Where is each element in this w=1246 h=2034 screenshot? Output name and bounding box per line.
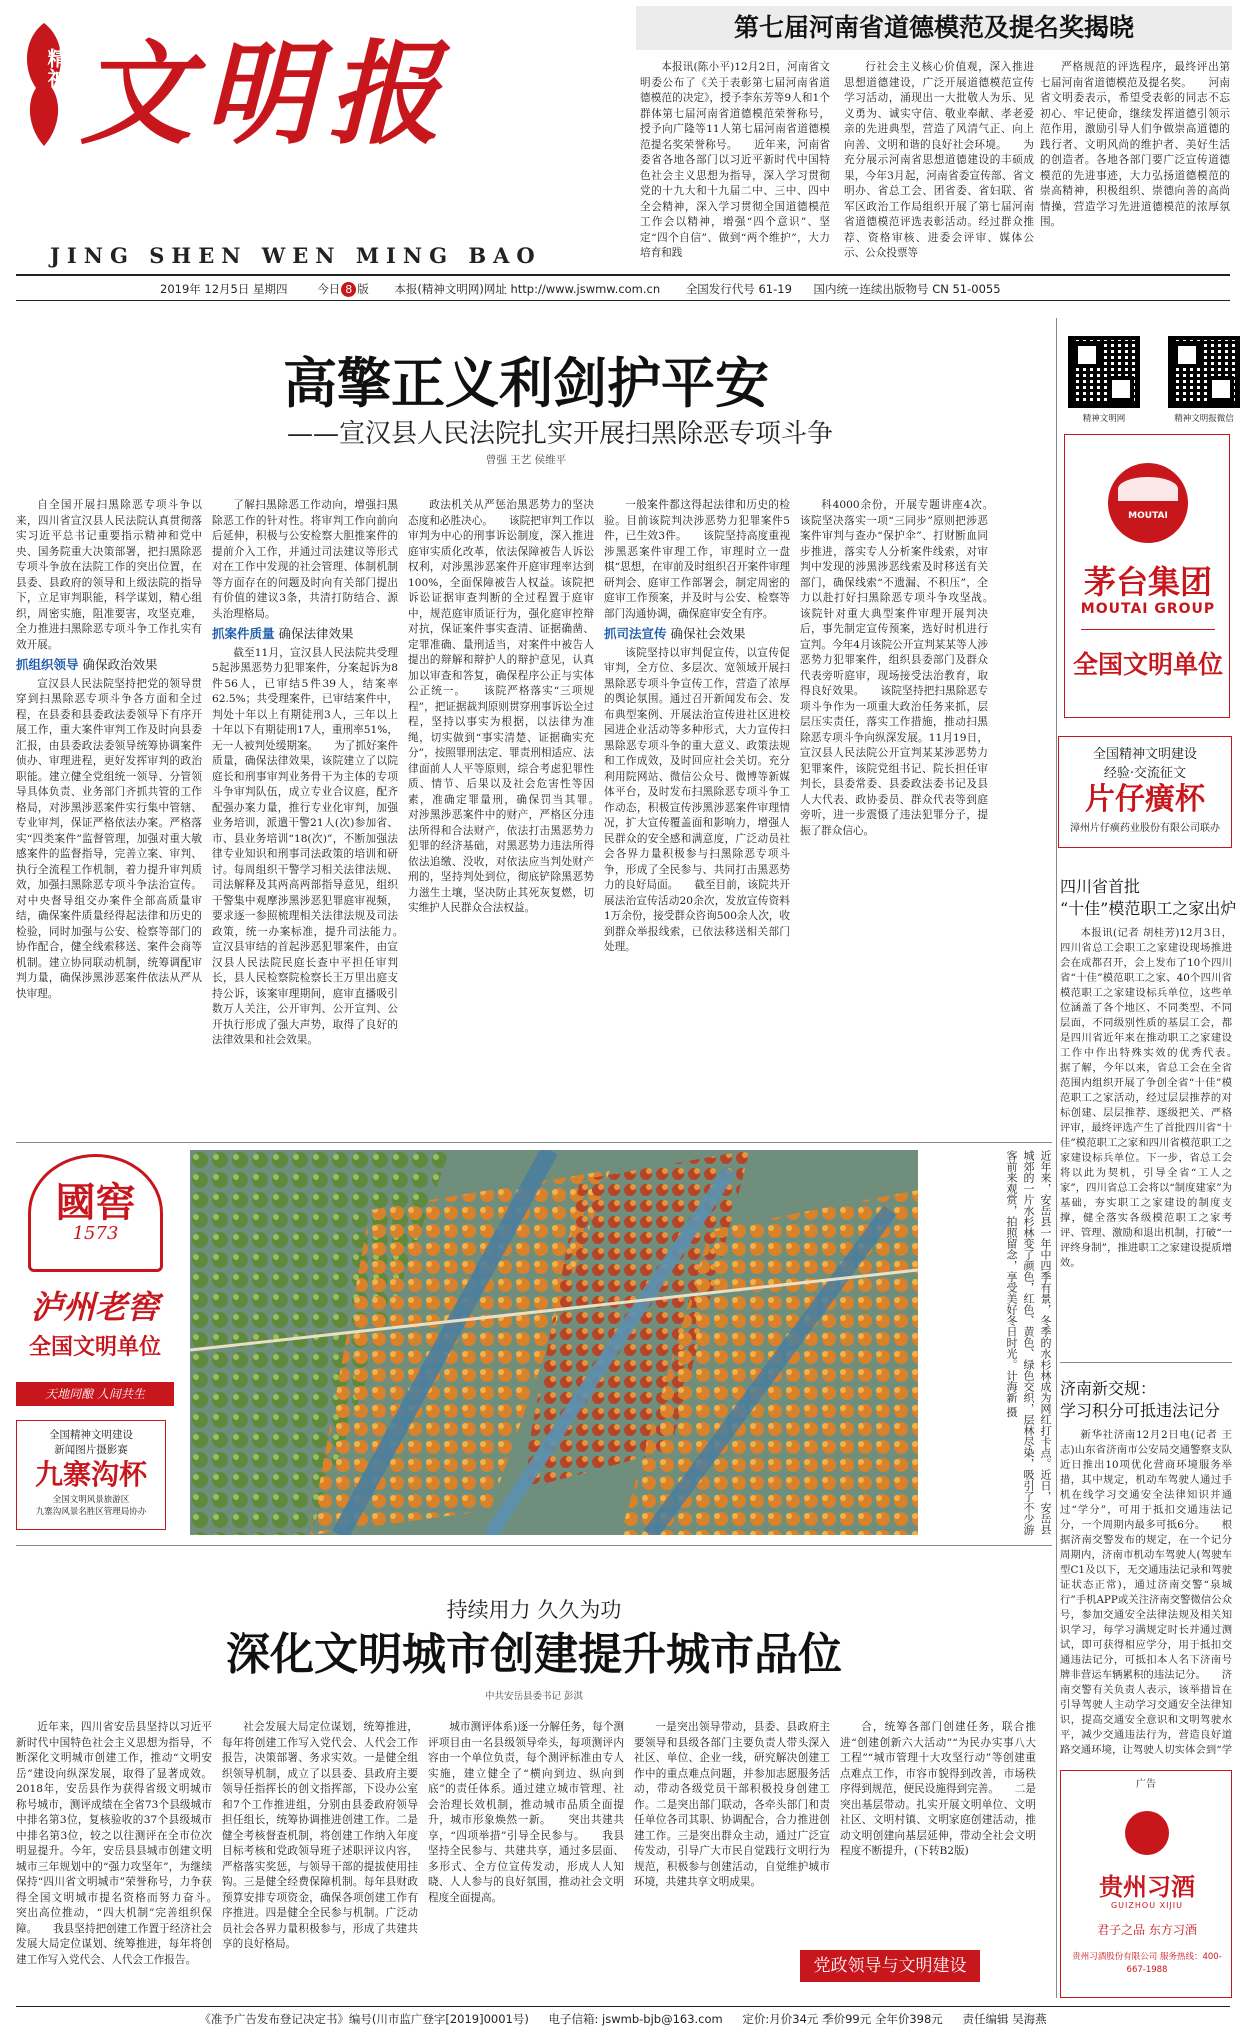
lead-sec1-title: 抓组织领导 确保政治效果	[16, 657, 158, 672]
lead-headline: 高擎正义利剑护平安	[283, 351, 769, 415]
guizhou-slogan: 君子之品 东方习酒	[1097, 1923, 1197, 1937]
footer-editor: 责任编辑 吴海燕	[962, 2012, 1047, 2026]
feature-headline: 深化文明城市创建提升城市品位	[226, 1629, 842, 1680]
xijiu-logo-icon	[1125, 1811, 1169, 1855]
moutai-slogan: 全国文明单位	[1072, 650, 1223, 679]
feature-kicker: 持续用力 久久为功	[446, 1598, 622, 1622]
lead-col5: 科4000余份，开展专题讲座4次。 该院坚决落实一项“三同步”原则把涉恶案件审判与查办“保护伞”、打财断血同步推进，落实专人分析案件线索，对审判中发现的涉黑涉恶线索及时移送有关部门，确保线索“不遗漏、不积压”，全力以赴打好扫黑除恶专项斗争攻坚战。 该院针对重大典型案件审理开展判决后，事先制定宣传预案，选好时机进行宣判。今年4月该院公开宣判某某等人涉恶势力犯罪案件，组织县委部门及群众代表旁听庭审，现场接受法治教育，取得良好效果。 该院坚持把扫黑除恶专项斗争作为一项重大政治任务来抓，层层压实责任，落实工作措施，推动扫黑除恶专项斗争向纵深发展。11月19日，宣汉县人民法院公开宣判某某涉恶势力犯罪案件，该院党组书记、院长担任审判长，县委常委、县委政法委书记及县人大代表、政协委员、群众代表等到庭旁听，进一步震慑了违法犯罪分子，提振了群众信心。	[800, 499, 988, 837]
lead-col4: 一般案件都这得起法律和历史的检验。目前该院判决涉恶势力犯罪案件5件，已生效3件。 该院坚持高度重视涉黑恶案件审理工作，审理时立一盘棋“思想，在审前及时组织召开案件审理研判会、庭审工作部署会，制定周密的庭审工作预案，并及时与公安、检察等部门沟通协调，确保庭审安全有序。 抓司法宣传 确保社会效果 该院坚持以审判促宣传，以宣传促审判，全方位、多层次、宽领域开展扫黑除恶专项斗争宣传工作，营造了浓厚的舆论氛围。通过召开新闻发布会、发布典型案例、开展法治宣传进社区进校园进企业活动等多种形式，大力宣传扫黑除恶专项斗争的重大意义、政策法规和工作成效，及时回应社会关切。充分利用院网站、微信公众号、微博等新媒体平台，及时发布扫黑除恶专项斗争工作动态，积极宣传涉黑涉恶案件审理情况，扩大宣传覆盖面和影响力，增强人民群众的安全感和满意度，广泛动员社会各界力量积极参与扫黑除恶专项斗争，形成了全民参与、共同打击黑恶势力的良好局面。 截至目前，该院共开展法治宣传活动20余次，发放宣传资料1万余份，接受群众咨询500余人次，收到群众举报线索，已依法移送相关部门处理。	[604, 499, 790, 953]
photo-caption: 近年来，安岳县一年中四季有景，冬季的水杉林成为网红打卡点。近日，安岳县城郊的一片水杉林变了颜色，红色、黄色、绿色交织，层林尽染，吸引了不少游客前来观赏，拍照留念，享受美好冬日时光。计海新 摄	[1005, 1150, 1052, 1535]
jzg-brand: 九寨沟杯	[34, 1458, 147, 1491]
pzh-top2: 经验·交流征文	[1103, 766, 1187, 781]
jzg-sub1: 全国文明风景旅游区	[52, 1495, 130, 1505]
guizhou-sub: GUIZHOU XIJIU	[1110, 1901, 1184, 1910]
luzhou-brand: 泸州老窖	[30, 1288, 159, 1326]
pages-suffix: 版	[357, 282, 369, 296]
feature-col3: 城市测评体系)逐一分解任务，每个测评项目由一名县级领导牵头，每项测评内容由一个单位负责，每个测评标准由专人实施，建立健全了“横向到边、纵向到底”的责任体系。通过建立城市管理、社会治理长效机制，推动城市品质全面提升，城市形象焕然一新。 突出共建共享，“四项举措”引导全民参与。 我县坚持全民参与、共建共享，通过多层面、多形式、全方位宣传发动，形成人人知晓、人人参与的良好氛围，推动社会文明程度全面提高。	[428, 1721, 624, 1904]
luzhou-slogan: 全国文明单位	[28, 1334, 161, 1360]
moutai-badge: MOUTAI	[1128, 511, 1168, 521]
pianzaihuang-ad	[1058, 736, 1232, 848]
qr2-label: 精神文明报微信	[1174, 414, 1234, 424]
news2-title2: 学习积分可抵违法记分	[1060, 1401, 1221, 1420]
moutai-cn: 茅台集团	[1083, 563, 1212, 601]
top-story-col2: 行社会主义核心价值观，深入推进思想道德建设，广泛开展道德模范宣传学习活动，涌现出一大批敬人为乐、见义勇为、诚实守信、敬业奉献、孝老爱亲的先进典型，营造了风清气正、向上向善、文明和谐的良好社会环境。 为充分展示河南省思想道德建设的丰硕成果，今年3月起，河南省委宣传部、省文明办、省总工会、团省委、省妇联、省军区政治工作局组织开展了第七届河南省道德模范评选表彰活动。经过群众推荐、资格审核、进委会评审、媒体公示、公众投票等	[844, 61, 1034, 259]
issue-code: 全国发行代号 61-19	[685, 282, 792, 296]
lead-subhead: ——宣汉县人民法院扎实开展扫黑除恶专项斗争	[286, 419, 833, 449]
guizhou-xijiu-ad	[1060, 1770, 1232, 1998]
pzh-top1: 全国精神文明建设	[1092, 747, 1197, 762]
jzg-top2: 新闻图片摄影赛	[54, 1444, 128, 1456]
lead-col3: 政法机关从严惩治黑恶势力的坚决态度和必胜决心。 该院把审判工作以审判为中心的刑事诉讼制度，深入推进庭审实质化改革，依法保障被告人诉讼权利，对涉黑涉恶案件开庭审理率达到100%，全面保障被告人权益。该院把诉讼证据审查判断的全过程置于庭审中，规范庭审质证行为，强化庭审控辩对抗，保证案件事实查清、证据确凿、定罪准确、量刑适当，对案件中被告人提出的辩解和辩护人的辩护意见，认真加以审查和答复，确保程序公正与实体公正统一。 该院严格落实“三项规程”，把证据裁判原则贯穿刑事诉讼全过程，坚持以事实为根据，以法律为准绳，切实做到“事实清楚、证据确实充分”，按照罪刑法定、罪责刑相适应、法律面前人人平等原则，综合考虑犯罪性质、情节、后果以及社会危害性等因素，准确定罪量刑，确保罚当其罪。 对涉黑涉恶案件中的财产，严格区分违法所得和合法财产，依法打击黑恶势力犯罪的经济基础，对黑恶势力违法所得依法追缴、没收，对依法应当判处财产刑的，坚持判处到位，彻底铲除黑恶势力滋生土壤，坚决防止其死灰复燃，切实维护人民群众合法权益。	[408, 499, 594, 914]
moutai-en: MOUTAI GROUP	[1080, 601, 1216, 617]
pzh-brand: 片仔癀杯	[1085, 782, 1205, 817]
guojiao-seal	[28, 1154, 163, 1272]
lead-byline: 曾强 王艺 侯维平	[485, 454, 567, 466]
top-story-headline: 第七届河南省道德模范及提名奖揭晓	[733, 13, 1134, 42]
jiuzhaigou-ad	[16, 1420, 166, 1530]
guizhou-company: 贵州习酒股份有限公司 服务热线：400-667-1988	[1072, 1952, 1222, 1975]
qr1-label: 精神文明网	[1082, 414, 1126, 424]
logo-pinyin: JING SHEN WEN MING BAO	[50, 243, 542, 268]
forest-illustration-icon	[190, 1150, 918, 1535]
news1-title1: 四川省首批	[1060, 877, 1141, 896]
guojiao-year: 1573	[72, 1223, 119, 1244]
guizhou-name: 贵州习酒	[1099, 1872, 1195, 1901]
pages-num: 8	[341, 282, 356, 297]
footer	[16, 2011, 1230, 2027]
jzg-sub2: 九寨沟风景名胜区管理局协办	[35, 1507, 147, 1517]
qr-code-icon	[1168, 336, 1240, 408]
footer-email: 电子信箱: jswmb-bjb@163.com	[548, 2012, 723, 2026]
feature-col2: 社会发展大局定位谋划，统筹推进，每年将创建工作写入党代会、人代会工作报告，决策部署、务求实效。一是健全组织领导机制，成立了以县委、县政府主要领导任指挥长的创文指挥部，下设办公室和7个工作推进组，分别由县委政府领导担任组长，统筹协调推进创建工作。二是健全考核督查机制，将创建工作纳入年度目标考核和党政领导班子述职评议内容，严格落实奖惩，与领导干部的提拔使用挂钩。三是健全经费保障机制。每年县财政预算安排专项资金，确保各项创建工作有序推进。四是健全全民参与机制。广泛动员社会各界力量积极参与，形成了共建共享的良好格局。	[222, 1721, 418, 1950]
top-story-col1: 本报讯(陈小平)12月2日，河南省文明委公布了《关于表彰第七届河南省道德模范的决定》，授予李东芳等9人和1个群体第七届河南省道德模范荣誉称号，授予向广隆等11人第七届河南省道德模范提名奖荣誉称号。 近年来，河南省委省各地各部门以习近平新时代中国特色社会主义思想为指导，深入学习贯彻党的十九大和十九届二中、三中、四中全会精神，深入学习贯彻全国道德模范工作会以精神，增强“四个意识”、坚定“四个自信”、做到“两个维护”，大力培育和践	[640, 61, 830, 259]
news2-title1: 济南新交规：	[1060, 1379, 1157, 1398]
luzhou-tag: 天地同酿 人间共生	[16, 1382, 174, 1406]
luzhou-laojiao-ad	[16, 1150, 174, 1412]
news1-body: 本报讯(记者 胡桂芳)12月3日，四川省总工会职工之家建设现场推进会在成都召开，会上发布了10个四川省“十佳”模范职工之家、40个四川省模范职工之家建设标兵单位，这些单位涵盖了各个地区、不同类型、不同层面，不同级别性质的基层工会，都是四川省近年来在推动职工之家建设工作中作出特殊实效的优秀代表。 据了解，今年以来，省总工会在全省范围内组织开展了争创全省“十佳”模范职工之家活动，经过层层推荐的对标创建、层层推荐、逐级把关、严格评审，最终评选产生了首批四川省“十佳”模范职工之家和四川省模范职工之家建设标兵单位。下一步，省总工会将以此为契机，引导全省“工人之家”，四川省总工会将以“制度建家”为基础，夯实职工之家建设的制度支撑，健全落实各级模范职工之家考评、管理、激励和退出机制，打破“一评终身制”，推进职工之家建设提质增效。	[1060, 927, 1232, 1269]
date-line	[160, 281, 1001, 297]
lead-sec2-title: 抓案件质量 确保法律效果	[212, 626, 354, 641]
feature-col1: 近年来，四川省安岳县坚持以习近平新时代中国特色社会主义思想为指导，不断深化文明城市创建工作，推动“文明安岳”建设向纵深发展，取得了显著成效。2018年，安岳县作为获得省级文明城市称号城市，测评成绩在全省73个县级城市中排名第3位，复核验收的37个县级城市中排名第3位，较之以往测评在全市位次明显提升。今年，安岳县县城市创建文明城市三年规划中的“强力攻坚年”，为继续保持“四川省文明城市”荣誉称号，力争获得全国文明城市提名资格而努力奋斗。 突出高位推动，“四大机制”完善组织保障。 我县坚持把创建工作置于经济社会发展大局定位谋划、统筹推进，每年将创建工作写入党代会、人代会工作报告。	[16, 1721, 212, 1966]
pzh-company: 漳州片仔癀药业股份有限公司联办	[1070, 823, 1220, 834]
aerial-forest-photo	[190, 1150, 918, 1535]
lead-col2: 了解扫黑除恶工作动向，增强扫黑除恶工作的针对性。将审判工作向前向后延伸，积极与公安检察大胆推案件的提前介入工作，并通过司法建议等形式对在工作中发现的社会管理、体制机制等方面存在的问题及时向有关部门提出有价值的建议3条，共清打防结合、源头治理格局。 抓案件质量 确保法律效果 截至11月，宣汉县人民法院共受理5起涉黑恶势力犯罪案件，分案起诉为8件56人，已审结5件39人，结案率62.5%；共受理案件，已审结案件中，判处十年以上有期徒刑3人，三年以上十年以下有期徒刑17人，重刑率51%，无一人被判处缓期案。 为了抓好案件质量，确保法律效果，该院建立了以院庭长和刑事审判业务骨干为主体的专项斗争审判队伍，成立专业合议庭，配齐配强办案力量，推行专业化审判，加强业务培训，派遣干警21人(次)参加省、市、县业务培训“18(次)”，不断加强法律专业知识和刑事司法政策的培训和研讨。每周组织干警学习相关法律法规、司法解释及其两高两部指导意见，组织干警集中观摩涉黑涉恶犯罪庭审视频，要求逐一参照梳理相关法律法规及司法政策，统一办案标准，提升司法能力。 宣汉县审结的首起涉恶犯罪案件，由宣汉县人民法院民庭长查中平担任审判长，县人民检察院检察长王万里出庭支持公诉，该案审理期间，庭审直播吸引数万人关注，公开审判、公开宣判、公开执行形成了强大声势，取得了良好的法律效果和社会效果。	[212, 499, 398, 1046]
website: 本报(精神文明网)网址 http://www.jswmw.com.cn	[394, 282, 661, 296]
pages-prefix: 今日	[317, 282, 341, 296]
guojiao-title: 國窖	[55, 1179, 136, 1226]
footer-price: 定价:月价34元 季价99元 全年价398元	[742, 2012, 943, 2026]
jzg-top1: 全国精神文明建设	[49, 1429, 133, 1441]
feature-col5: 合，统筹各部门创建任务，联合推进“创建创新六大活动”“为民办实事八大工程”“城市管理十大攻坚行动”等创建重点难点工作，市容市貌得到改善，市场秩序得到规范，便民设施得到完善。 二是突出基层带动。扎实开展文明单位、文明社区、文明村镇、文明家庭创建活动，推动文明创建向基层延伸，带动全社会文明程度不断提升，(下转B2版)	[840, 1721, 1036, 1857]
qr-code-icon	[1068, 336, 1140, 408]
date: 2019年 12月5日 星期四	[160, 282, 288, 296]
news1-title2: “十佳”模范职工之家出炉	[1060, 899, 1237, 918]
logo-seal	[14, 18, 74, 153]
footer-ad-license: 《准予广告发布登记决定书》编号(川市监广登字[2019]0001号)	[199, 2012, 529, 2026]
news2-body: 新华社济南12月2日电(记者 王志)山东省济南市公安局交通警察支队近日推出10项优化营商环境服务举措，其中规定，机动车驾驶人通过手机在线学习交通安全法律知识并通过“学分”，可用于抵扣交通违法记分，一个周期内最多可抵6分。 根据济南交警发布的规定，在一个记分周期内，济南市机动车驾驶人(驾驶车型C1及以下，无交通违法记录和驾驶证状态正常)，通过济南交警“泉城行”手机APP或关注济南交警微信公众号，参加交通安全法律法规及相关知识学习，每学习满规定时长并通过测试，即可获得相应学分，用于抵扣交通违法记分，可抵扣本人名下济南号牌非营运车辆累积的违法记分。 济南交警有关负责人表示，该举措旨在引导驾驶人主动学习交通安全法律知识，提高交通安全意识和文明驾驶水平，减少交通违法行为，营造良好道路交通环境，让驾驶人切实体会到“学	[1060, 1429, 1232, 1756]
cn-code: 国内统一连续出版物号 CN 51-0055	[813, 282, 1001, 296]
moutai-ad	[1064, 434, 1230, 718]
feature-col4: 一是突出领导带动，县委、县政府主要领导和县级各部门主要负责人带头深入社区、单位、企业一线，研究解决创建工作中的重点难点问题，并参加志愿服务活动，带动各级党员干部积极投身创建工作。二是突出部门联动，各牵头部门和责任单位各司其职、协调配合，合力推进创建工作。三是突出群众主动，通过广泛宣传发动，引导广大市民自觉践行文明行为规范，积极参与创建活动，自觉维护城市环境，共建共享文明成果。	[634, 1721, 830, 1888]
moutai-logo-icon	[1108, 463, 1188, 543]
lead-col1: 自全国开展扫黑除恶专项斗争以来，四川省宣汉县人民法院认真贯彻落实习近平总书记重要指示精神和党中央、国务院重大决策部署，把扫黑除恶专项斗争放在法院工作的突出位置，在县委、县政府的领导和上级法院的指导下，立足审判职能，科学谋划，精心组织，周密实施，阻准要害，攻坚克难，全力推进扫黑除恶专项斗争工作扎实有效开展。 抓组织领导 确保政治效果 宣汉县人民法院坚持把党的领导贯穿到扫黑除恶专项斗争各方面和全过程，在县委和县委政法委领导下有序开展工作，重大案件审判工作及时向县委汇报，由县委政法委领导统筹协调案件侦办、审理进程，更好发挥审判的政治职能。建立健全党组统一领导、分管领导具体负责、业务部门齐抓共管的工作格局，对涉黑涉恶案件实行集中管辖、专业审判，保证严格依法办案。严格落实“四类案件”监督管理，加强对重大敏感案件的监督指导，完善立案、审判、执行全流程工作机制，着力提升审判质效，加强扫黑除恶专项斗争法治宣传。对中央督导组交办案件全部高质量审结，确保案件质量经得起法律和历史的检验，同时加强与公安、检察等部门的协作配合，健全线索移送、案件会商等机制。建立协同联动机制，统筹调配审判力量，确保涉黑涉恶案件依法从严从快审理。	[16, 499, 202, 1000]
logo-seal-text: 精神	[44, 48, 68, 88]
logo-title: 文明报	[80, 29, 452, 160]
lead-sec3-title: 抓司法宣传 确保社会效果	[604, 626, 746, 641]
top-story-col3: 严格规范的评选程序，最终评出第七届河南省道德模范及提名奖。 河南省文明委表示，希望受表彰的同志不忘初心、牢记使命，继续发挥道德引领示范作用，激励引导人们争做崇高道德的践行者、文明风尚的维护者、美好生活的创造者。各地各部门要广泛宣传道德模范的先进事迹，大力弘扬道德模范的崇高精神，积极组织、崇德向善的高尚情操，营造学习先进道德模范的浓厚氛围。	[1040, 61, 1230, 228]
feature-banner: 党政领导与文明建设	[800, 1950, 980, 1982]
feature-byline: 中共安岳县委书记 彭淇	[484, 1691, 584, 1702]
ad-label: 广告	[1136, 1779, 1156, 1790]
